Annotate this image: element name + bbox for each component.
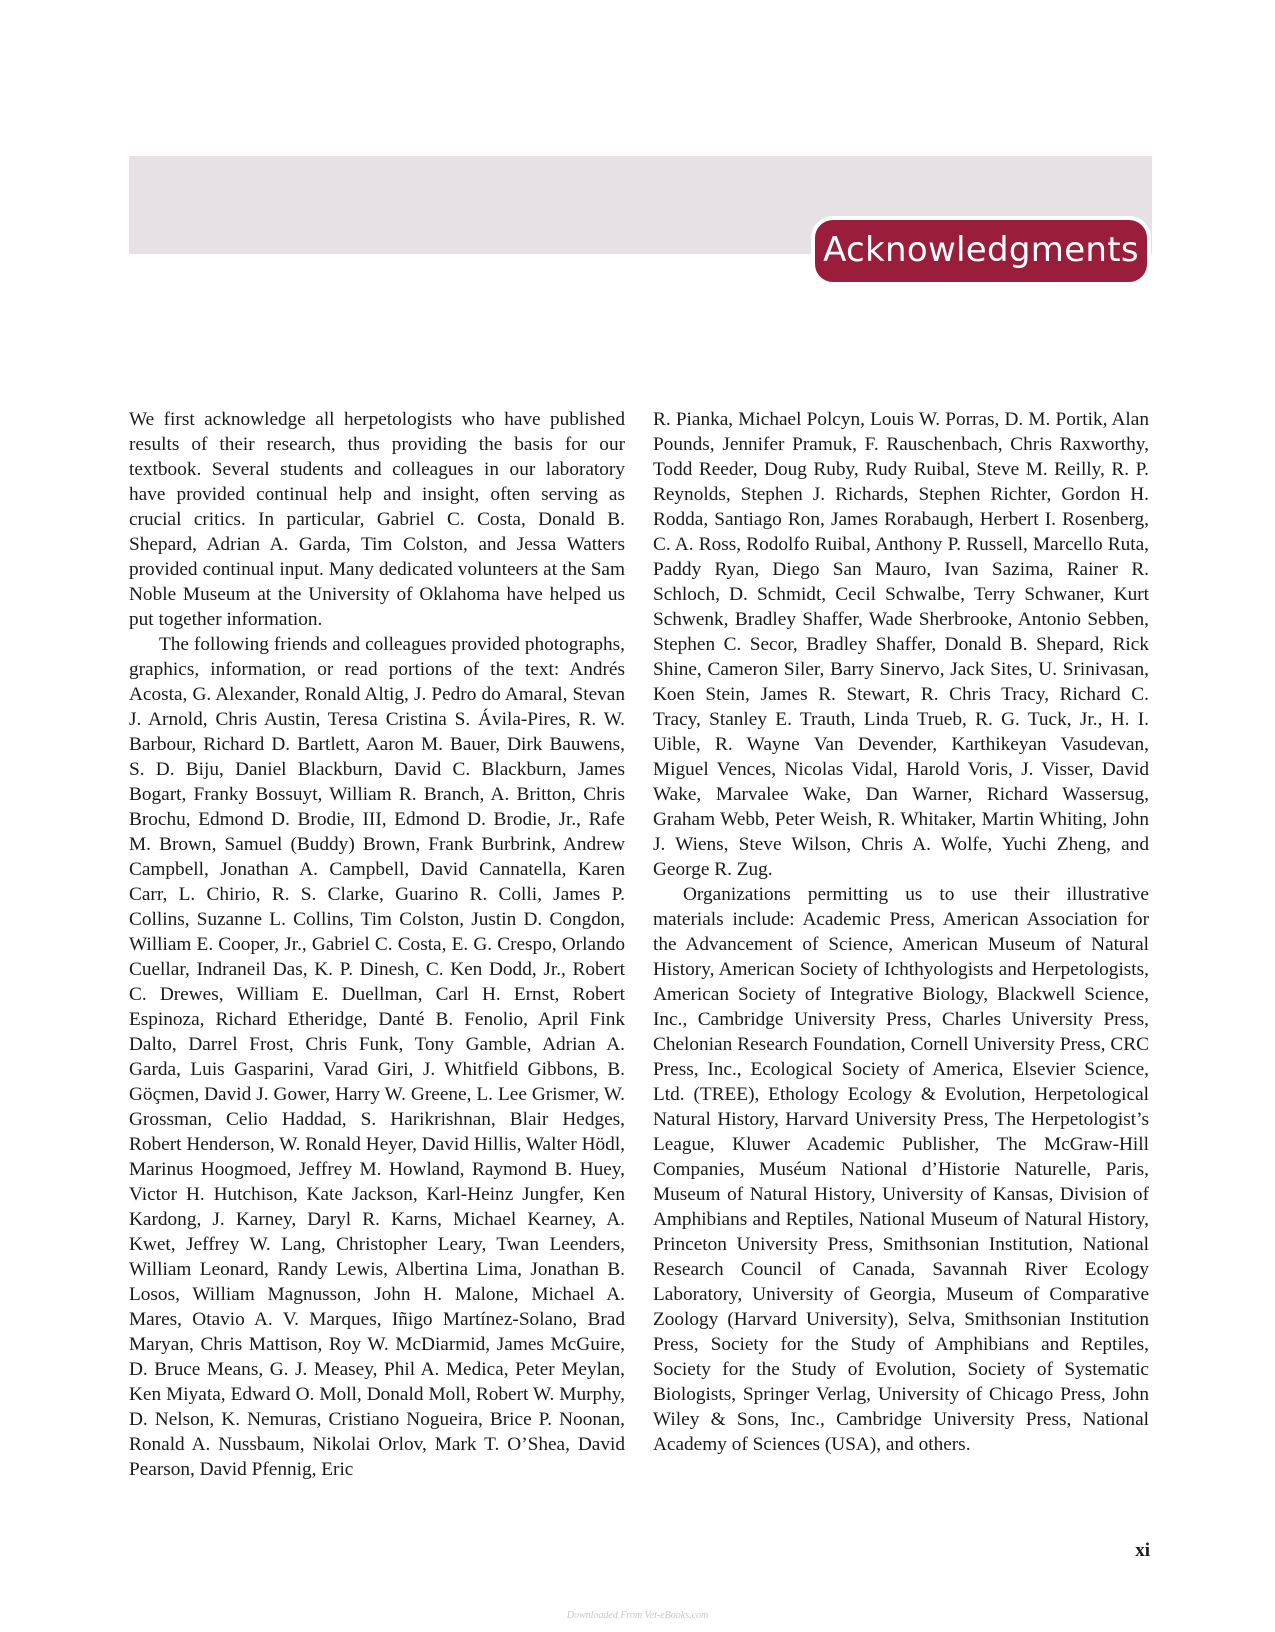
chapter-title-tab xyxy=(811,216,1151,286)
contributors-continued-paragraph: R. Pianka, Michael Polcyn, Louis W. Porras, D. M. Portik, Alan Pounds, Jennifer Pramuk, F. Rauschenbach, Chris Raxworthy, Todd Reeder, Doug Ruby, Rudy Ruibal, Steve M. Reilly, R. P. Reynolds, Stephen J. Richards, Stephen Richter, Gordon H. Rodda, Santiago Ron, James Rorabaugh, Herbert I. Rosenberg, C. A. Ross, Rodolfo Ruibal, Anthony P. Russell, Marcello Ruta, Paddy Ryan, Diego San Mauro, Ivan Sazima, Rainer R. Schloch, D. Schmidt, Cecil Schwalbe, Terry Schwaner, Kurt Schwenk, Bradley Shaffer, Wade Sherbrooke, Antonio Sebben, Stephen C. Secor, Bradley Shaffer, Donald B. Shepard, Rick Shine, Cameron Siler, Barry Sinervo, Jack Sites, U. Srinivasan, Koen Stein, James R. Stewart, R. Chris Tracy, Richard C. Tracy, Stanley E. Trauth, Linda Trueb, R. G. Tuck, Jr., H. I. Uible, R. Wayne Van Devender, Karthikeyan Vasudevan, Miguel Vences, Nicolas Vidal, Harold Voris, J. Visser, David Wake, Marvalee Wake, Dan Warner, Richard Wassersug, Graham Webb, Peter Weish, R. Whitaker, Martin Whiting, John J. Wiens, Steve Wilson, Chris A. Wolfe, Yuchi Zheng, and George R. Zug. xyxy=(653,409,1149,880)
watermark: Downloaded From Vet-eBooks.com xyxy=(566,1610,709,1621)
left-column xyxy=(129,407,625,1482)
intro-paragraph: We first acknowledge all herpetologists who have published results of their research, thus providing the basis for our textbook. Several students and colleagues in our laboratory have provided continual help and insight, often serving as crucial critics. In particular, Gabriel C. Costa, Donald B. Shepard, Adrian A. Garda, Tim Colston, and Jessa Watters provided continual input. Many dedicated volunteers at the Sam Noble Museum at the University of Oklahoma have helped us put together information. xyxy=(129,409,625,630)
contributors-paragraph: The following friends and colleagues provided photographs, graphics, information, or read portions of the text: Andrés Acosta, G. Alexander, Ronald Altig, J. Pedro do Amaral, Stevan J. Arnold, Chris Austin, Teresa Cristina S. Ávila-Pires, R. W. Barbour, Richard D. Bartlett, Aaron M. Bauer, Dirk Bauwens, S. D. Biju, Daniel Blackburn, David C. Blackburn, James Bogart, Franky Bossuyt, William R. Branch, A. Britton, Chris Brochu, Edmond D. Brodie, III, Edmond D. Brodie, Jr., Rafe M. Brown, Samuel (Buddy) Brown, Frank Burbrink, Andrew Campbell, Jonathan A. Campbell, David Cannatella, Karen Carr, L. Chirio, R. S. Clarke, Guarino R. Colli, James P. Collins, Suzanne L. Collins, Tim Colston, Justin D. Congdon, William E. Cooper, Jr., Gabriel C. Costa, E. G. Crespo, Orlando Cuellar, Indraneil Das, K. P. Dinesh, C. Ken Dodd, Jr., Robert C. Drewes, William E. Duellman, Carl H. Ernst, Robert Espinoza, Richard Etheridge, Danté B. Fenolio, April Fink Dalto, Darrel Frost, Chris Funk, Tony Gamble, Adrian A. Garda, Luis Gasparini, Varad Giri, J. Whitfield Gibbons, B. Göçmen, David J. Gower, Harry W. Greene, L. Lee Grismer, W. Grossman, Celio Haddad, S. Harikrishnan, Blair Hedges, Robert Henderson, W. Ronald Heyer, David Hillis, Walter Hödl, Marinus Hoogmoed, Jeffrey M. Howland, Raymond B. Huey, Victor H. Hutchison, Kate Jackson, Karl-Heinz Jungfer, Ken Kardong, J. Karney, Daryl R. Karns, Michael Kearney, A. Kwet, Jeffrey W. Lang, Christopher Leary, Twan Leenders, William Leonard, Randy Lewis, Albertina Lima, Jonathan B. Losos, William Magnusson, John H. Malone, Michael A. Mares, Otavio A. V. Marques, Iñigo Martínez-Solano, Brad Maryan, Chris Mattison, Roy W. McDiarmid, James McGuire, D. Bruce Means, G. J. Measey, Phil A. Medica, Peter Meylan, Ken Miyata, Edward O. Moll, Donald Moll, Robert W. Murphy, D. Nelson, K. Nemuras, Cristiano Nogueira, Brice P. Noonan, Ronald A. Nussbaum, Nikolai Orlov, Mark T. O’Shea, David Pearson, David Pfennig, Eric xyxy=(129,634,625,1480)
page-number: xi xyxy=(1135,1540,1150,1561)
right-column xyxy=(653,407,1149,1457)
organizations-paragraph: Organizations permitting us to use their illustrative materials include: Academic Press, American Association for the Advancement of Science, American Museum of Natural History, American Society of Ichthyologists and Herpetologists, American Society of Integrative Biology, Blackwell Science, Inc., Cambridge University Press, Charles University Press, Chelonian Research Foundation, Cornell University Press, CRC Press, Inc., Ecological Society of America, Elsevier Science, Ltd. (TREE), Ethology Ecology & Evolution, Herpetological Natural History, Harvard University Press, The Herpetologist’s League, Kluwer Academic Publisher, The McGraw-Hill Companies, Muséum National d’Historie Naturelle, Paris, Museum of Natural History, University of Kansas, Division of Amphibians and Reptiles, National Museum of Natural History, Princeton University Press, Smithsonian Institution, National Research Council of Canada, Savannah River Ecology Laboratory, University of Georgia, Museum of Comparative Zoology (Harvard University), Selva, Smithsonian Institution Press, Society for the Study of Amphibians and Reptiles, Society for the Study of Evolution, Society of Systematic Biologists, Springer Verlag, University of Chicago Press, John Wiley & Sons, Inc., Cambridge University Press, National Academy of Sciences (USA), and others. xyxy=(653,884,1149,1455)
chapter-title: Acknowledgments xyxy=(823,230,1139,270)
